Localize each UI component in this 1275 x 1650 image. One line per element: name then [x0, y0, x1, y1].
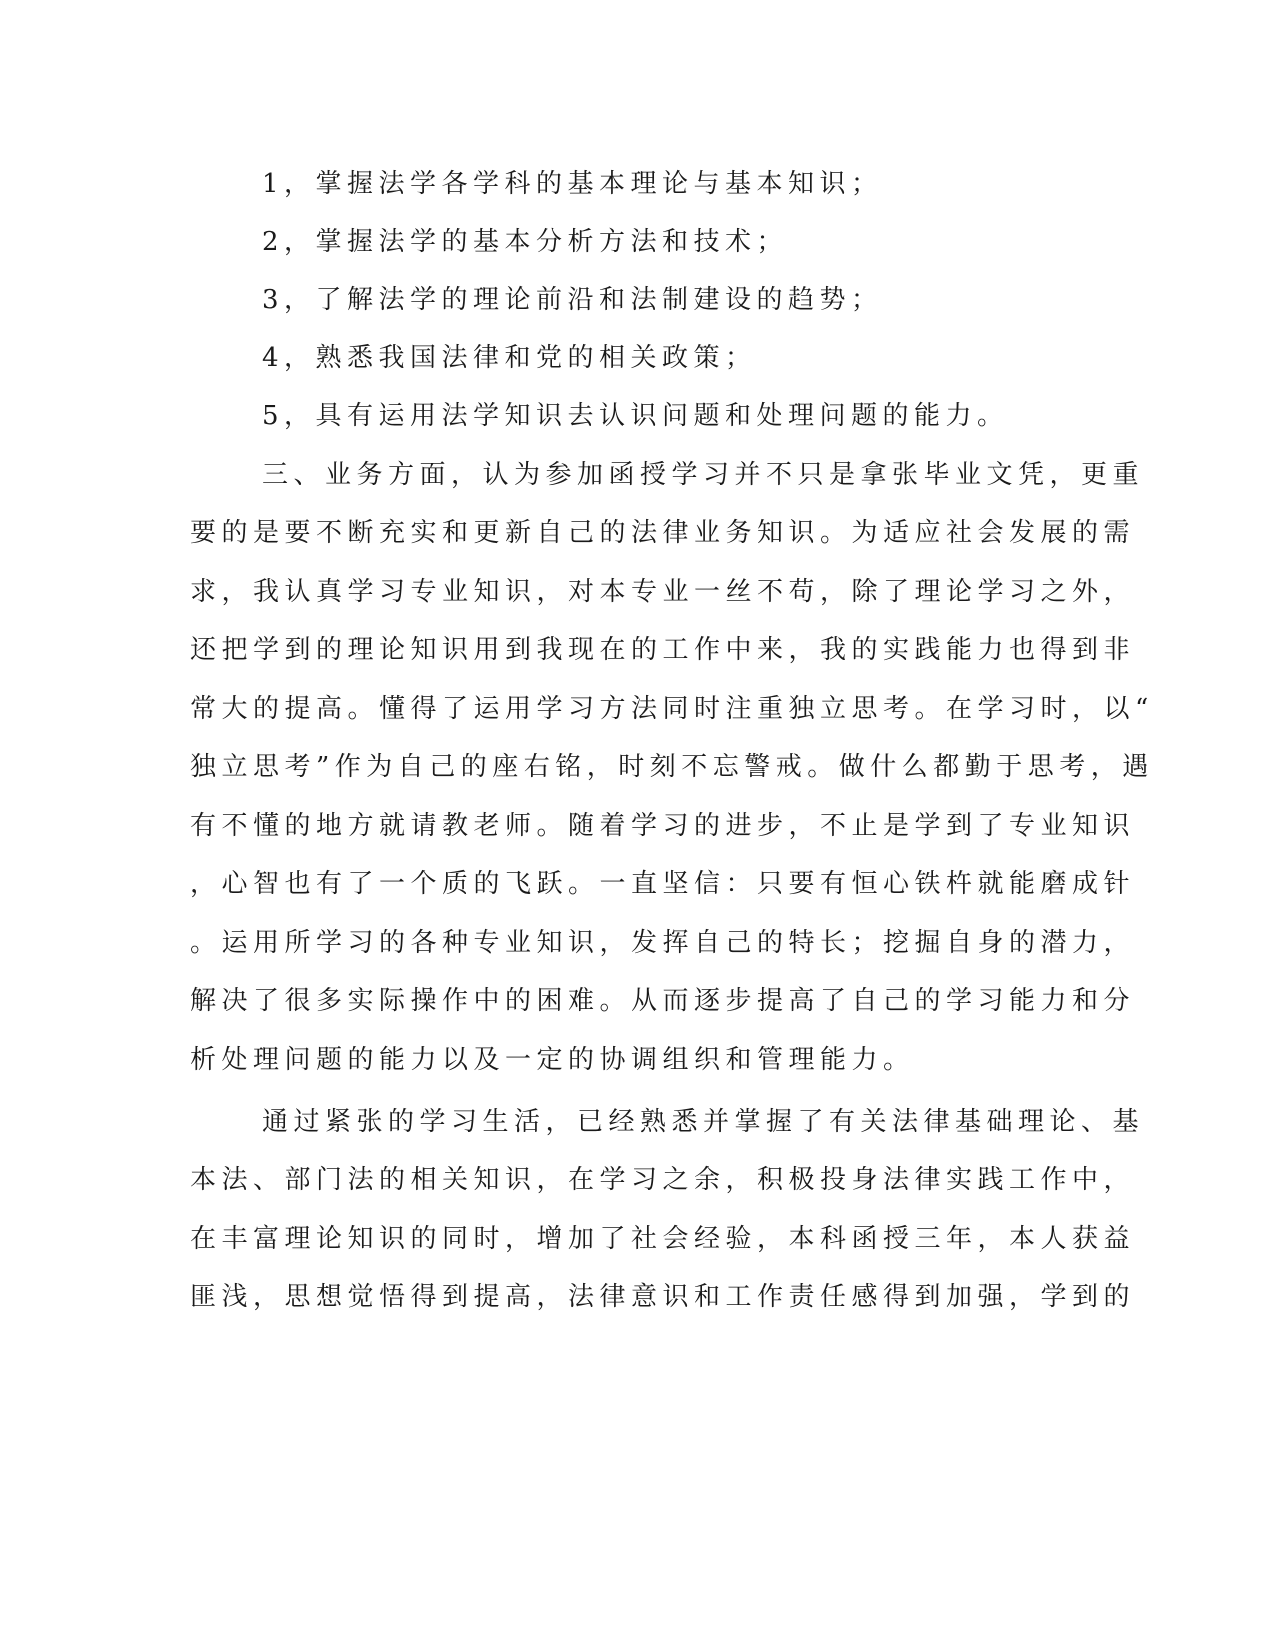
paragraph-1-line: 还把学到的理论知识用到我现在的工作中来，我的实践能力也得到非 — [190, 635, 1136, 665]
paragraph-1-line: 独立思考”作为自己的座右铭，时刻不忘警戒。做什么都勤于思考，遇 — [190, 752, 1154, 782]
paragraph-2-line: 通过紧张的学习生活，已经熟悉并掌握了有关法律基础理论、基 — [262, 1107, 1145, 1137]
paragraph-2-line: 匪浅，思想觉悟得到提高，法律意识和工作责任感得到加强，学到的 — [190, 1282, 1136, 1312]
list-item-3: 3，了解法学的理论前沿和法制建设的趋势； — [262, 285, 883, 315]
paragraph-1-line: 。运用所学习的各种专业知识，发挥自己的特长；挖掘自身的潜力， — [190, 928, 1136, 958]
paragraph-1-line: 求，我认真学习专业知识，对本专业一丝不苟，除了理论学习之外， — [190, 577, 1136, 607]
paragraph-1-line: ，心智也有了一个质的飞跃。一直坚信：只要有恒心铁杵就能磨成针 — [190, 869, 1136, 899]
list-item-4: 4，熟悉我国法律和党的相关政策； — [262, 343, 757, 373]
paragraph-1-line: 三、业务方面，认为参加函授学习并不只是拿张毕业文凭，更重 — [262, 460, 1145, 490]
paragraph-1-line: 要的是要不断充实和更新自己的法律业务知识。为适应社会发展的需 — [190, 518, 1136, 548]
list-item-5: 5，具有运用法学知识去认识问题和处理问题的能力。 — [262, 401, 1009, 431]
paragraph-1-line: 析处理问题的能力以及一定的协调组织和管理能力。 — [190, 1045, 915, 1075]
paragraph-2-line: 在丰富理论知识的同时，增加了社会经验，本科函授三年，本人获益 — [190, 1224, 1136, 1254]
paragraph-1-line: 解决了很多实际操作中的困难。从而逐步提高了自己的学习能力和分 — [190, 986, 1136, 1016]
list-item-2: 2，掌握法学的基本分析方法和技术； — [262, 227, 789, 257]
paragraph-1-line: 有不懂的地方就请教老师。随着学习的进步，不止是学到了专业知识 — [190, 811, 1136, 841]
paragraph-1-line: 常大的提高。懂得了运用学习方法同时注重独立思考。在学习时，以“ — [190, 694, 1154, 724]
list-item-1: 1，掌握法学各学科的基本理论与基本知识； — [262, 169, 883, 199]
paragraph-2-line: 本法、部门法的相关知识，在学习之余，积极投身法律实践工作中， — [190, 1165, 1136, 1195]
